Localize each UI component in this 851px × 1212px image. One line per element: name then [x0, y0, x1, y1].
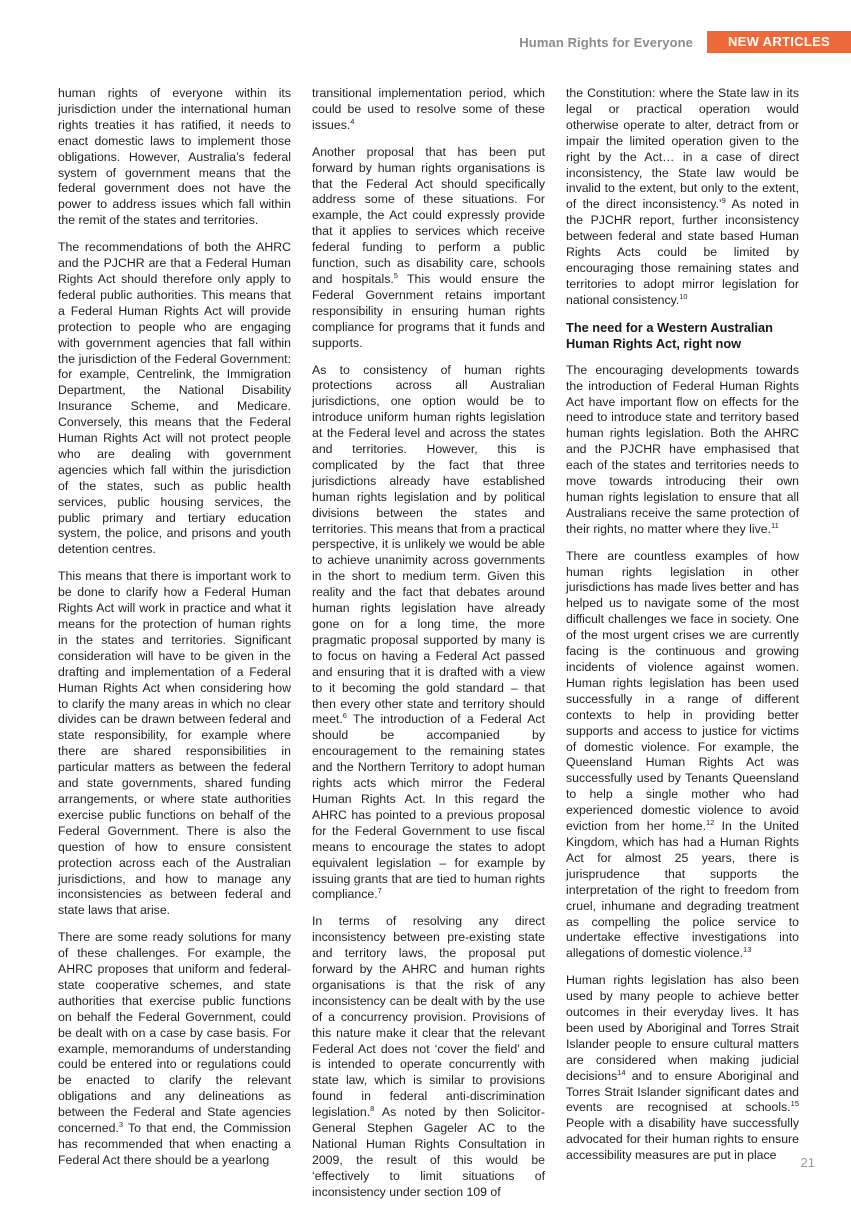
- paragraph-text: and to ensure Aboriginal and Torres Strait Islander significant dates and events are recognised at schools.: [566, 1068, 799, 1115]
- paragraph: [312, 145, 545, 352]
- page-header: [519, 31, 851, 53]
- footnote-ref: 9: [721, 196, 726, 206]
- paragraph: [566, 86, 799, 309]
- paragraph-text: To that end, the Commission has recommended that when enacting a Federal Act there should be a yearlong: [58, 1121, 291, 1167]
- paragraph: This means that there is important work to be done to clarify how a Federal Human Rights Act will work in practice and what it means for the protection of human rights in the states and territories. Significant consideration will have to be given in the drafting and implementation of a Federal Human Rights Act when considering how to clarify the many areas in which no clear divides can be drawn between federal and state responsibility, for example where there are shared responsibilities in particular matters as between the federal and state governments, shared funding arrangements, or where state authorities exercise public functions on behalf of the Federal Government. There is also the question of how to ensure consistent protection across each of the Australian jurisdictions, and how to manage any inconsistencies as between federal and state laws that arise.: [58, 569, 291, 918]
- paragraph-text: There are some ready solutions for many of these challenges. For example, the AHRC proposes that uniform and federal-state cooperative schemes, and state authorities that exercise public functions on behalf the Federal Government, could be dealt with on a case by case basis. For example, memorandums of understanding could be entered into or regulations could be enacted to clarify the relevant obligations and any delineations as between the Federal and State agencies concerned.: [58, 930, 291, 1136]
- paragraph-text: Another proposal that has been put forward by human rights organisations is that the Federal Act should specifically address some of these situations. For example, the Act could expressly provide that it applies to services which receive federal funding to perform a public function, such as disability care, schools and hospitals.: [312, 144, 545, 286]
- footnote-ref: 4: [350, 116, 355, 126]
- paragraph: [58, 930, 291, 1169]
- paragraph-text: This would ensure the Federal Government retains important responsibility in ensuring human rights compliance for programs that it funds and supports.: [312, 271, 546, 350]
- paragraph-text: In the United Kingdom, which has had a Human Rights Act for almost 25 years, there is jurisprudence that supports the interpretation of the right to freedom from cruel, inhumane and degrading treatment as compelling the police service to undertake effective investigations into allegations of domestic violence.: [566, 819, 799, 961]
- footnote-ref: 13: [743, 945, 752, 955]
- text-column-1: [58, 86, 291, 1180]
- section-heading: The need for a Western Australian Human Rights Act, right now: [566, 319, 773, 351]
- paragraph-text: As noted in the PJCHR report, further inconsistency between federal and state based Human Rights Acts could be limited by encouraging those remaining states and territories to adopt mirror legislation for national consistency.: [566, 197, 799, 307]
- footnote-ref: 3: [118, 1120, 124, 1129]
- paragraph-text: People with a disability have successfully advocated for their human rights to ensure accessibility measures are put in place: [566, 1116, 799, 1163]
- paragraph: The recommendations of both the AHRC and the PJCHR are that a Federal Human Rights Act should therefore only apply to federal public authorities. This means that a Federal Human Rights Act will provide protection to people who are engaging with government agencies that fall within the jurisdiction of the Federal Government: for example, Centrelink, the Immigration Department, the National Disability Insurance Scheme, and Medicare. Conversely, this means that the Federal Human Rights Act will not protect people who are dealing with government agencies which fall within the jurisdiction of the states, such as public health services, public housing services, the public primary and tertiary education system, the police, and prisons and youth detention centres.: [58, 240, 291, 557]
- footnote-ref: 10: [679, 291, 688, 301]
- paragraph: [566, 363, 799, 538]
- footnote-ref: 15: [790, 1099, 799, 1109]
- publication-title: Human Rights for Everyone: [519, 34, 693, 50]
- paragraph-text: As noted by then Solicitor-General Stephen Gageler AC to the National Human Rights Consultation in 2009, the result of this would be ‘effectively to limit situations of inconsistency under section 109 of: [312, 1105, 545, 1199]
- paragraph-text: The introduction of a Federal Act should be accompanied by encouragement to the remaining states and the Northern Territory to adopt human rights acts which mirror the Federal Human Rights Act. In this regard the AHRC has pointed to a previous proposal for the Federal Government to use fiscal means to encourage the states to adopt equivalent legislation – for example by issuing grants that are tied to human rights compliance.: [312, 712, 545, 902]
- text-column-3: [566, 86, 799, 1175]
- page-number: 21: [800, 1155, 815, 1170]
- footnote-ref: 12: [706, 817, 715, 827]
- text-column-2: [312, 86, 545, 1212]
- paragraph: [566, 549, 799, 963]
- paragraph: [312, 86, 545, 134]
- paragraph-text: The encouraging developments towards the introduction of Federal Human Rights Act have important flow on effects for the need to introduce state and territory based human rights legislation. Both the AHRC and the PJCHR have emphasised that each of the states and territories needs to move towards introducing their own human rights legislation to ensure that all Australians receive the same protection of their rights, no matter where they live.: [566, 362, 799, 536]
- paragraph-text: In terms of resolving any direct inconsistency between pre-existing state and territory laws, the proposal put forward by the AHRC and human rights organisations is that the risk of any inconsistency can be dealt with by the use of a concurrency provision. Provisions of this nature make it clear that the relevant Federal Act does not ‘cover the field’ and is intended to operate concurrently with state law, which is similar to provisions found in federal anti-discrimination legislation.: [312, 914, 545, 1120]
- paragraph: human rights of everyone within its jurisdiction under the international human rights treaties it has ratified, it needs to enact domestic laws to implement those obligations. However, Australia’s federal system of government means that the federal government does not have the power to address issues which fall within the remit of the states and territories.: [58, 86, 291, 228]
- footnote-ref: 11: [771, 520, 779, 530]
- footnote-ref: 5: [393, 270, 398, 280]
- paragraph: [566, 973, 799, 1164]
- paragraph-text: transitional implementation period, which could be used to resolve some of these issues.: [312, 86, 545, 132]
- paragraph-text: As to consistency of human rights protections across all Australian jurisdictions, one option would be to introduce uniform human rights legislation at the Federal level and across the states and territories. However, this is complicated by the fact that three jurisdictions already have established human rights legislation and by political divisions between the states and territories. This means that from a practical perspective, it is unlikely we would be able to achieve unanimity across governments in the short to medium term. Given this reality and the fact that debates around human rights legislation have already gone on for a long time, the more pragmatic proposal supported by many is to focus on having a Federal Act passed and ensuring that it is drafted with a view to it becoming the gold standard – that then every other state and territory should meet.: [312, 362, 545, 727]
- section-tab: NEW ARTICLES: [707, 31, 851, 53]
- paragraph: [312, 914, 545, 1200]
- footnote-ref: 7: [377, 886, 382, 896]
- paragraph-text: the Constitution: where the State law in its legal or practical operation would otherwise operate to alter, detract from or impair the limited operation given to the right by the Act… in a case of direct inconsistency, the State law would be invalid to the extent, but only to the extent, of the direct inconsistency.’: [566, 86, 799, 212]
- footnote-ref: 14: [617, 1067, 626, 1077]
- footnote-ref: 6: [342, 711, 347, 721]
- footnote-ref: 8: [370, 1104, 375, 1114]
- paragraph-text: Human rights legislation has also been used by many people to achieve better outcomes in their everyday lives. It has been used by Aboriginal and Torres Strait Islander people to ensure cultural matters are considered when making judicial decisions: [566, 973, 799, 1083]
- paragraph-text: There are countless examples of how human rights legislation in other jurisdictions has made lives better and has helped us to navigate some of the most difficult challenges we face in society. One of the most urgent crises we are currently facing is the continuous and growing incidents of violence against women. Human rights legislation has been used successfully in a range of different contexts to help in providing better supports and access to justice for victims of domestic violence. For example, the Queensland Human Rights Act was successfully used by Tenants Queensland to help a single mother who had experienced domestic violence to avoid eviction from her home.: [566, 548, 799, 834]
- paragraph: [312, 363, 545, 904]
